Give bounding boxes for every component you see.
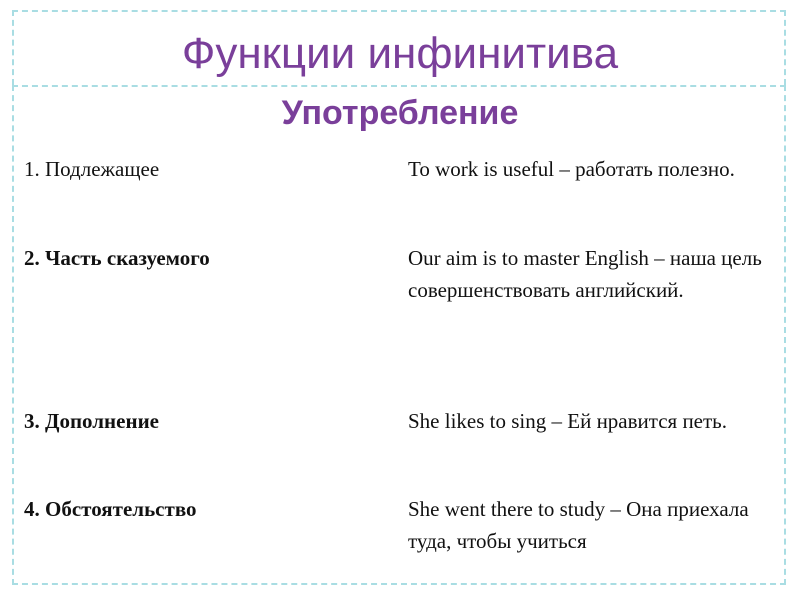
function-label: 1. Подлежащее: [24, 157, 160, 181]
function-label: 3. Дополнение: [24, 409, 159, 433]
example-text: She likes to sing – Ей нравится петь.: [408, 409, 728, 433]
table-row: [24, 153, 764, 223]
table-header: Употребление: [281, 94, 519, 132]
table-row: [24, 242, 764, 342]
function-label: 2. Часть сказуемого: [24, 246, 210, 270]
function-label: 4. Обстоятельство: [24, 497, 197, 521]
example-text: Our aim is to master English – наша цель совершенствовать английский.: [408, 246, 762, 302]
table-row: [24, 493, 764, 563]
slide-title: Функции инфинитива: [181, 29, 619, 78]
example-text: To work is useful – работать полезно.: [408, 157, 735, 181]
example-text: She went there to study – Она приехала туда, чтобы учиться: [408, 497, 749, 553]
table-row: [24, 405, 764, 475]
